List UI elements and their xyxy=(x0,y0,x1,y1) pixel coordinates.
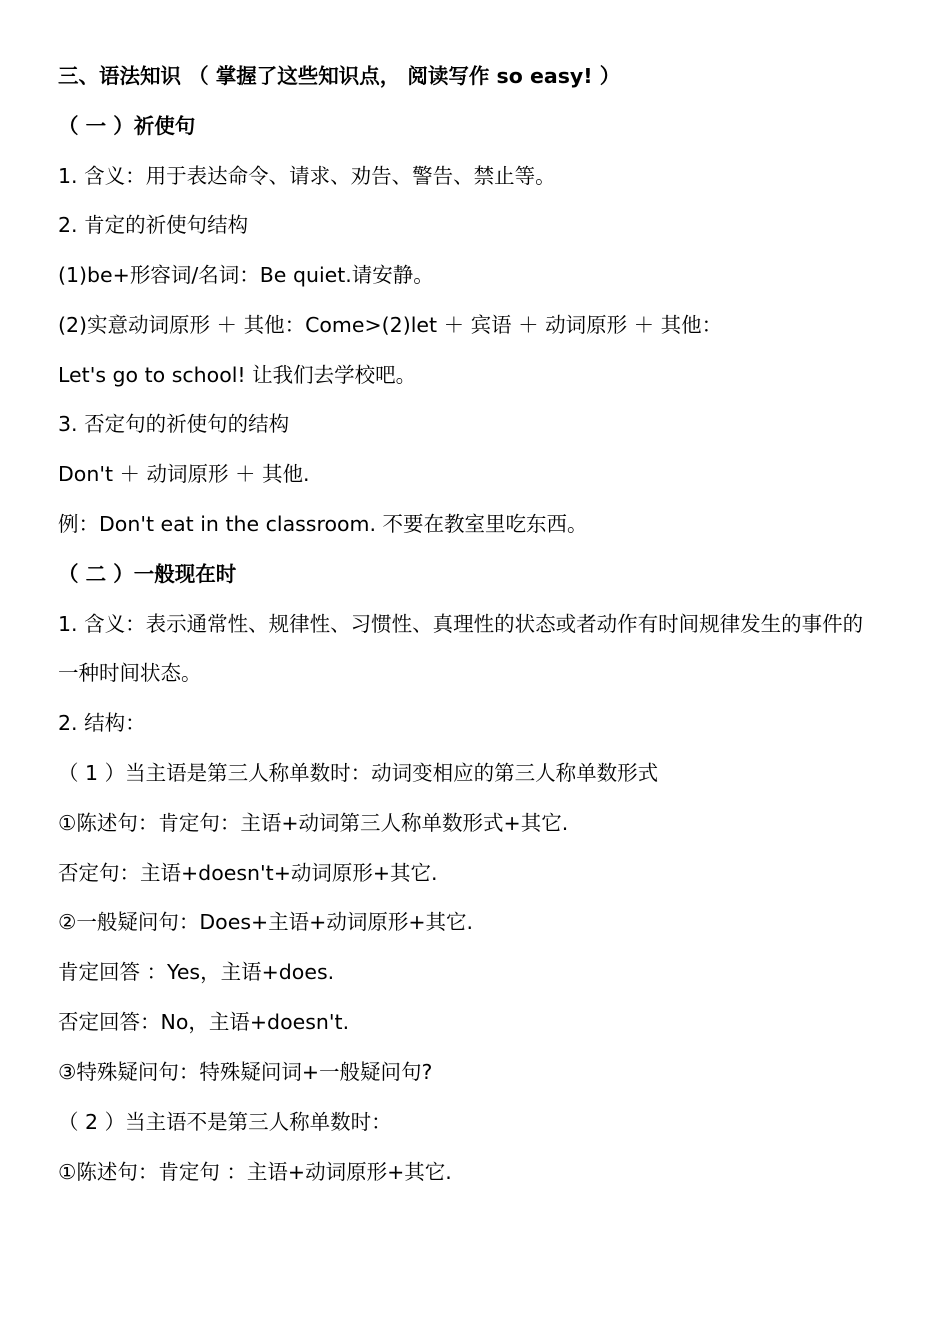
text-line: 1. 含义：用于表达命令、请求、劝告、警告、禁止等。 xyxy=(58,164,556,188)
text-line: 否定回答：No，主语+doesn't. xyxy=(58,1010,350,1034)
text-line: （ 2 ）当主语不是第三人称单数时： xyxy=(58,1110,392,1134)
text-line: 否定句：主语+doesn't+动词原形+其它. xyxy=(58,861,438,885)
text-line: ①陈述句：肯定句：主语+动词第三人称单数形式+其它. xyxy=(58,811,569,835)
text-line: (1)be+形容词/名词：Be quiet.请安静。 xyxy=(58,263,434,287)
text-line: ③特殊疑问句：特殊疑问词+一般疑问句? xyxy=(58,1060,433,1084)
text-line: 例：Don't eat in the classroom. 不要在教室里吃东西。 xyxy=(58,512,588,536)
text-line: ①陈述句：肯定句 ：主语+动词原形+其它. xyxy=(58,1160,452,1184)
text-line: Don't ＋ 动词原形 ＋ 其他. xyxy=(58,462,310,486)
subsection-heading-imperative: （ 一 ）祈使句 xyxy=(58,114,196,138)
subsection-heading-simple-present: （ 二 ）一般现在时 xyxy=(58,562,237,586)
text-line: 2. 结构： xyxy=(58,711,146,735)
text-line: （ 1 ）当主语是第三人称单数时：动词变相应的第三人称单数形式 xyxy=(58,761,659,785)
text-line: ②一般疑问句：Does+主语+动词原形+其它. xyxy=(58,910,474,934)
section-heading: 三、语法知识 （ 掌握了这些知识点， 阅读写作 so easy! ） xyxy=(58,64,621,88)
text-line: 2. 肯定的祈使句结构 xyxy=(58,213,249,237)
text-line: Let's go to school! 让我们去学校吧。 xyxy=(58,363,417,387)
text-line: 肯定回答 ：Yes，主语+does. xyxy=(58,960,335,984)
text-line: (2)实意动词原形 ＋ 其他：Come>(2)let ＋ 宾语 ＋ 动词原形 ＋ 其他： xyxy=(58,313,723,337)
text-line: 1. 含义：表示通常性、规律性、习惯性、真理性的状态或者动作有时间规律发生的事件的 xyxy=(58,612,864,636)
text-line: 3. 否定句的祈使句的结构 xyxy=(58,412,290,436)
text-line: 一种时间状态。 xyxy=(58,661,202,685)
